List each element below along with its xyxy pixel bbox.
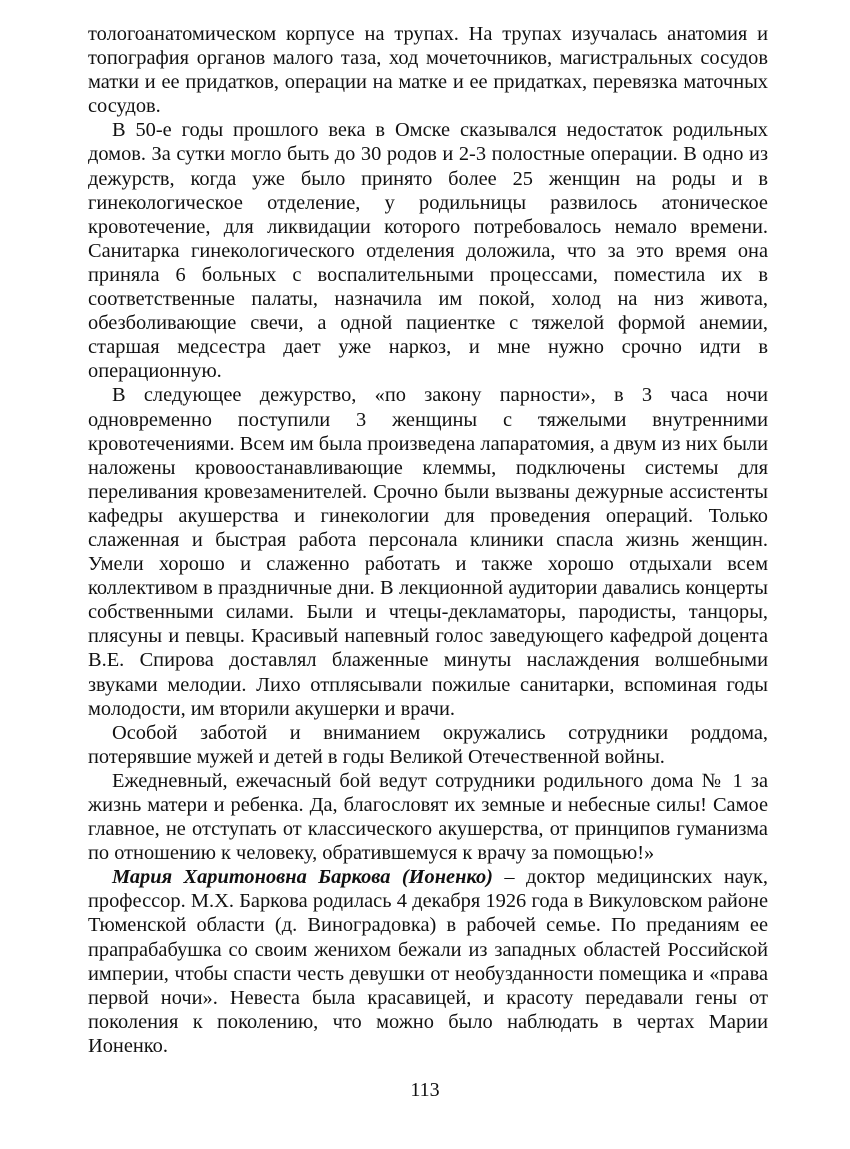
- paragraph-anatomy: тологоанатомическом корпусе на трупах. На трупах изучалась анатомия и топография органов малого таза, ход мочеточников, магистральных сосудов матки и ее придатков, операции на матке и ее придатках, перевязка маточных сосудов.: [88, 23, 768, 118]
- paragraph-barkova-bio: [88, 865, 768, 1058]
- page-number: 113: [410, 1079, 440, 1101]
- page-body: [88, 22, 768, 1058]
- paragraph-next-shift: В следующее дежурство, «по закону парности», в 3 часа ночи одновременно поступили 3 женщины с тяжелыми внутренними кровотечениями. Всем им была произведена лапаратомия, а двум из них были наложены кровоостанавливающие клеммы, подключены системы для переливания кровезаменителей. Срочно были вызваны дежурные ассистенты кафедры акушерства и гинекологии для проведения операций. Только слаженная и быстрая работа персонала клиники спасла жизнь женщин. Умели хорошо и слаженно работать и также хорошо отдыхали всем коллективом в праздничные дни. В лекционной аудитории давались концерты собственными силами. Были и чтецы-декламаторы, пародисты, танцоры, плясуны и певцы. Красивый напевный голос заведующего кафедрой доцента В.Е. Спирова доставлял блаженные минуты наслаждения волшебными звуками мелодии. Лихо отплясывали пожилые санитарки, вспоминая годы молодости, им вторили акушерки и врачи.: [88, 384, 768, 720]
- author-name: Мария Харитоновна Баркова (Ионенко): [112, 866, 493, 889]
- paragraph-omsk-1950s: В 50-е годы прошлого века в Омске сказывался недостаток родильных домов. За сутки могло быть до 30 родов и 2-3 полостные операции. В одно из дежурств, когда уже было принято более 25 женщин на роды и в гинекологическое отделение, у родильницы развилось атоническое кровотечение, для ликвидации которого потребовалось немало времени. Санитарка гинекологического отделения доложила, что за это время она приняла 6 больных с воспалительными процессами, поместила их в соответственные палаты, назначила им покой, холод на низ живота, обезболивающие свечи, а одной пациентке с тяжелой формой анемии, старшая медсестра дает уже наркоз, и мне нужно срочно идти в операционную.: [88, 119, 768, 383]
- paragraph-war-widows: Особой заботой и вниманием окружались сотрудники роддома, потерявшие мужей и детей в годы Великой Отечественной войны.: [88, 721, 768, 768]
- paragraph-daily-fight: Ежедневный, ежечасный бой ведут сотрудники родильного дома № 1 за жизнь матери и ребенка. Да, благословят их земные и небесные силы! Самое главное, не отступать от классического акушерства, от принципов гуманизма по отношению к человеку, обратившемуся к врачу за помощью!»: [88, 769, 768, 865]
- bio-text: – доктор медицинских наук, профессор. М.Х. Баркова родилась 4 декабря 1926 года в Викуловском районе Тюменской области (д. Виноградовка) в рабочей семье. По преданиям ее прапрабабушка со своим женихом бежали из западных областей Российской империи, чтобы спасти честь девушки от необузданности помещика и «права первой ночи». Невеста была красавицей, и красоту передавали гены от поколения к поколению, что можно было наблюдать в чертах Марии Ионенко.: [88, 866, 768, 1057]
